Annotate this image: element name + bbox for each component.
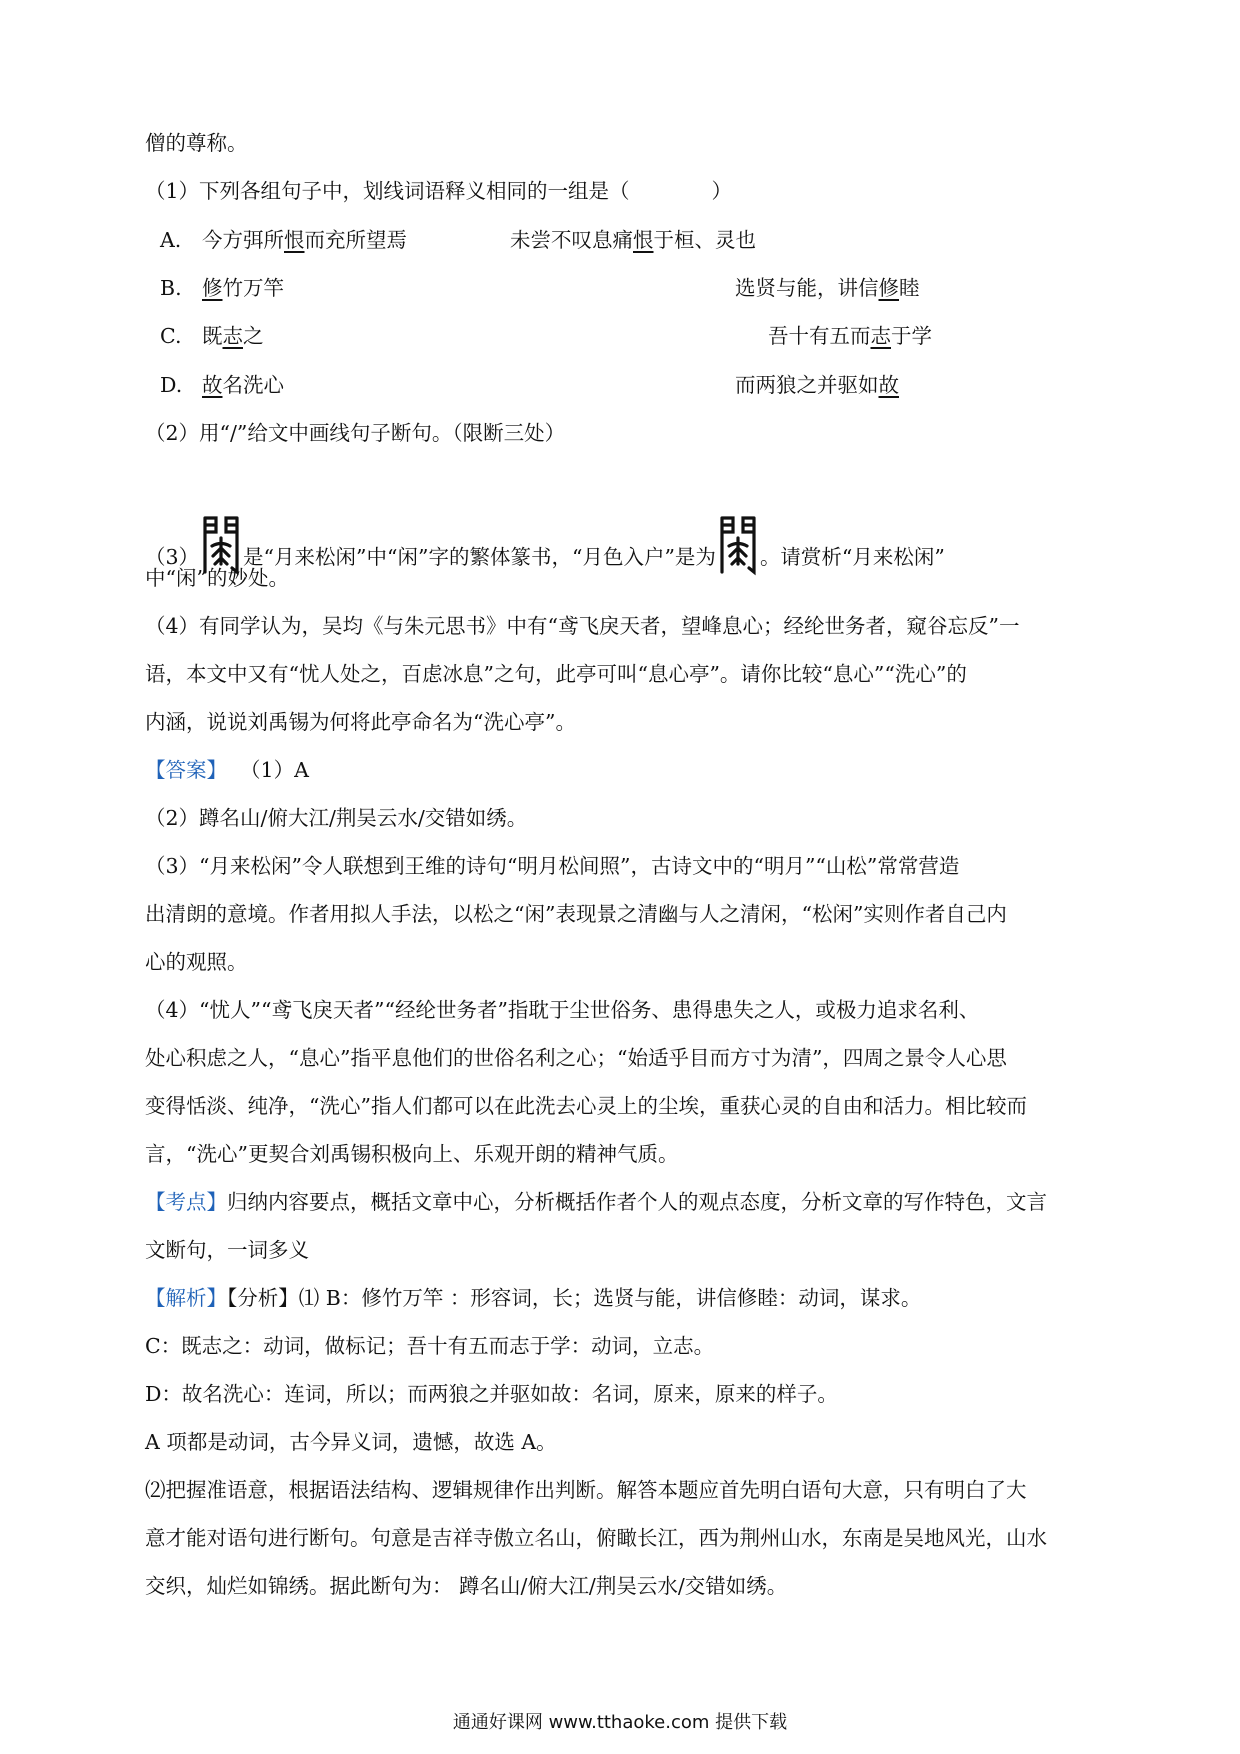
answer-4-cont: 言，“洗心”更契合刘禹锡积极向上、乐观开朗的精神气质。 — [145, 1142, 679, 1166]
page-footer: 通通好课网 www.tthaoke.com 提供下载 — [452, 1712, 788, 1733]
underlined-word: 故 — [878, 373, 899, 397]
analysis-cont: 交织，灿烂如锦绣。据此断句为： 蹲名山/俯大江/荆吴云水/交错如绣。 — [145, 1574, 788, 1598]
option-a-right: 未尝不叹息痛恨于桓、灵也 — [510, 228, 756, 252]
key-points-tag: 【考点】 — [145, 1190, 227, 1214]
question-4-cont: 语，本文中又有“忧人处之，百虑冰息”之句，此亭可叫“息心亭”。请你比较“息心”“洗心”的 — [145, 662, 967, 686]
answer-3: （3）“月来松闲”令人联想到王维的诗句“明月松间照”，古诗文中的“明月”“山松”常常营造 — [145, 854, 960, 878]
answer-3-cont: 心的观照。 — [145, 950, 248, 974]
answer-2: （2）蹲名山/俯大江/荆吴云水/交错如绣。 — [145, 806, 528, 830]
underlined-word: 志 — [870, 324, 891, 348]
key-points: 【考点】归纳内容要点，概括文章中心，分析概括作者个人的观点态度，分析文章的写作特色，文言 — [145, 1190, 1047, 1214]
option-b-letter: B. — [160, 276, 182, 300]
answer-4-cont: 变得恬淡、纯净，“洗心”指人们都可以在此洗去心灵上的尘埃，重获心灵的自由和活力。相比较而 — [145, 1094, 1027, 1118]
option-c-left: 既志之 — [202, 324, 264, 348]
option-d-right: 而两狼之并驱如故 — [735, 373, 899, 397]
underlined-word: 修 — [202, 276, 223, 300]
question-1: （1）下列各组句子中，划线词语释义相同的一组是（ ） — [145, 179, 733, 203]
option-c-letter: C. — [160, 324, 182, 348]
analysis-tag: 【解析】 — [145, 1286, 227, 1310]
underlined-word: 恨 — [284, 228, 305, 252]
question-3-cont: 中“闲”的妙处。 — [145, 566, 289, 590]
option-d-letter: D. — [160, 373, 183, 397]
underlined-word: 故 — [202, 373, 223, 397]
question-4: （4）有同学认为，吴均《与朱元思书》中有“鸢飞戾天者，望峰息心；经纶世务者，窥谷忘反”一 — [145, 614, 1020, 638]
option-d-left: 故名洗心 — [202, 373, 284, 397]
option-b-left: 修竹万竿 — [202, 276, 284, 300]
answer-4: （4）“忧人”“鸢飞戾天者”“经纶世务者”指耽于尘世俗务、患得患失之人，或极力追求名利、 — [145, 998, 980, 1022]
analysis-cont: ⑵把握准语意，根据语法结构、逻辑规律作出判断。解答本题应首先明白语句大意，只有明白了大 — [145, 1478, 1027, 1502]
key-points-cont: 文断句，一词多义 — [145, 1238, 309, 1262]
underlined-word: 恨 — [633, 228, 654, 252]
option-c-right: 吾十有五而志于学 — [768, 324, 932, 348]
answer-4-cont: 处心积虑之人，“息心”指平息他们的世俗名利之心；“始适乎目而方寸为清”，四周之景令人心思 — [145, 1046, 1007, 1070]
option-a-left: 今方弭所恨而充所望焉 — [202, 228, 407, 252]
answer-heading: 【答案】 （1）A — [145, 758, 309, 782]
text-line: 僧的尊称。 — [145, 131, 248, 155]
analysis-cont: C：既志之：动词，做标记；吾十有五而志于学：动词，立志。 — [145, 1334, 715, 1358]
answer-tag: 【答案】 — [145, 758, 227, 782]
underlined-word: 修 — [878, 276, 899, 300]
option-a-letter: A. — [160, 228, 182, 252]
answer-3-cont: 出清朗的意境。作者用拟人手法，以松之“闲”表现景之清幽与人之清闲，“松闲”实则作者自己内 — [145, 902, 1007, 926]
analysis-cont: 意才能对语句进行断句。句意是吉祥寺傲立名山，俯瞰长江，西为荆州山水，东南是吴地风光，山水 — [145, 1526, 1047, 1550]
question-4-cont: 内涵，说说刘禹锡为何将此亭命名为“洗心亭”。 — [145, 710, 576, 734]
underlined-word: 志 — [222, 324, 243, 348]
analysis-cont: D：故名洗心：连词，所以；而两狼之并驱如故：名词，原来，原来的样子。 — [145, 1382, 838, 1406]
option-b-right: 选贤与能，讲信修睦 — [735, 276, 920, 300]
question-3: （3） 是“月来松闲”中“闲”字的繁体篆书，“月色入户”是为 。请赏析“月来松闲” — [145, 514, 1105, 576]
analysis-cont: A 项都是动词，古今异义词，遗憾，故选 A。 — [145, 1430, 557, 1454]
analysis: 【解析】【分析】⑴ B：修竹万竿 ：形容词，长；选贤与能，讲信修睦：动词，谋求。 — [145, 1286, 922, 1310]
question-2: （2）用“/”给文中画线句子断句。（限断三处） — [145, 421, 566, 445]
